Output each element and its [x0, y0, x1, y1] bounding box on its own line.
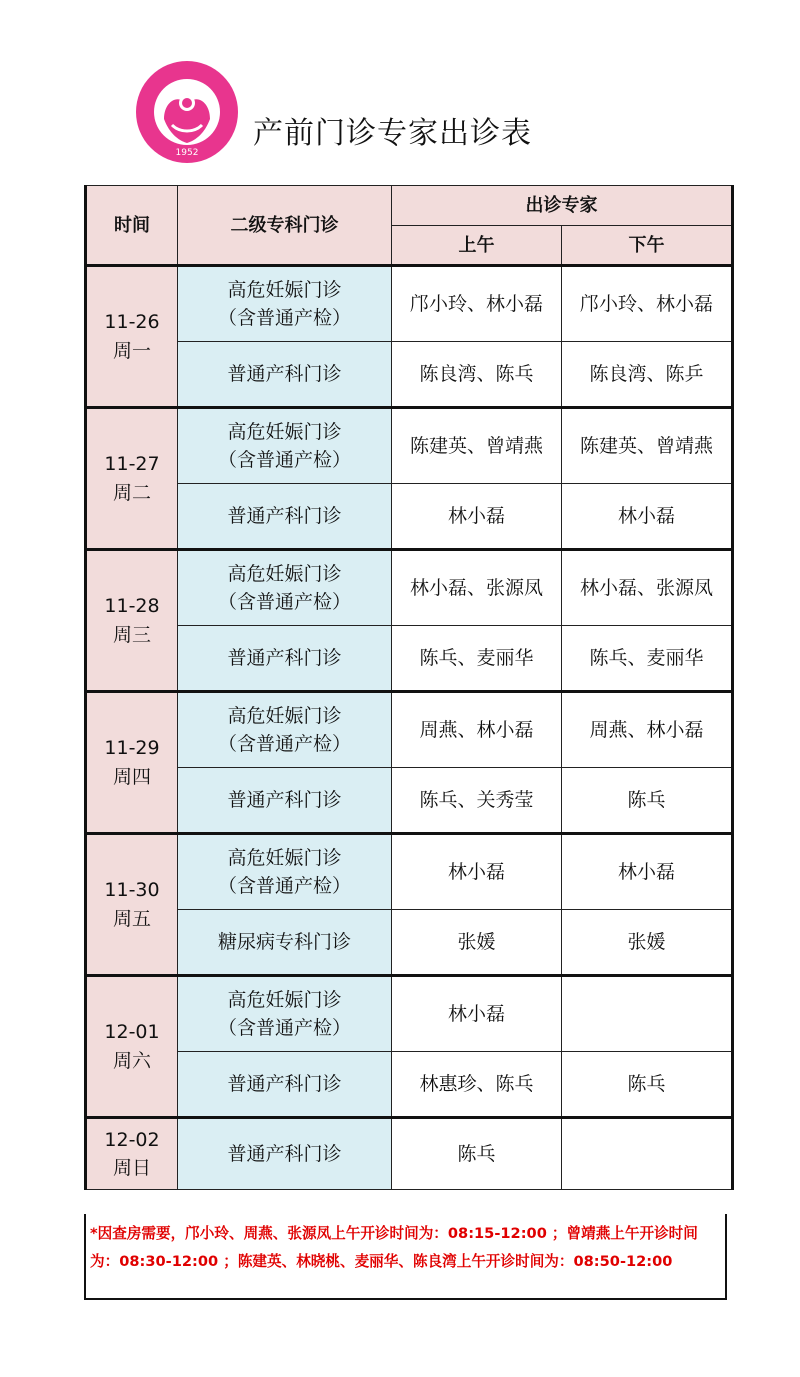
clinic-cell: 普通产科门诊 — [178, 768, 392, 834]
day-cell — [86, 408, 178, 550]
header-am: 上午 — [392, 226, 562, 266]
day-date: 11-27 — [104, 453, 160, 475]
pm-doctors: 林小磊 — [562, 484, 733, 550]
header-pm: 下午 — [562, 226, 733, 266]
clinic-cell — [178, 976, 392, 1052]
footnote: *因查房需要，邝小玲、周燕、张源凤上午开诊时间为：08:15-12:00 ；曾靖燕上午开诊时间为：08:30-12:00 ；陈建英、林晓桃、麦丽华、陈良湾上午开诊时间为：08:50-12:00 — [84, 1214, 727, 1300]
day-cell — [86, 1118, 178, 1190]
clinic-subname: （含普通产检） — [217, 875, 351, 897]
day-weekday: 周五 — [112, 907, 151, 930]
am-doctors: 林惠珍、陈乓 — [392, 1052, 562, 1118]
day-weekday: 周六 — [112, 1049, 151, 1072]
day-weekday: 周一 — [112, 339, 151, 362]
am-doctors: 张媛 — [392, 910, 562, 976]
day-weekday: 周三 — [112, 623, 151, 646]
day-date: 11-29 — [104, 737, 160, 759]
am-doctors: 林小磊 — [392, 976, 562, 1052]
am-doctors: 周燕、林小磊 — [392, 692, 562, 768]
page-title: 产前门诊专家出诊表 — [253, 116, 532, 151]
pm-doctors — [562, 1118, 733, 1190]
clinic-name: 高危妊娠门诊 — [227, 988, 342, 1011]
clinic-name: 高危妊娠门诊 — [227, 704, 342, 727]
clinic-subname: （含普通产检） — [217, 591, 351, 613]
clinic-cell: 普通产科门诊 — [178, 484, 392, 550]
header-clinic: 二级专科门诊 — [178, 186, 392, 266]
pm-doctors: 林小磊 — [562, 834, 733, 910]
day-weekday: 周四 — [112, 765, 151, 788]
clinic-cell: 糖尿病专科门诊 — [178, 910, 392, 976]
am-doctors: 陈乓、关秀莹 — [392, 768, 562, 834]
pm-doctors: 陈良湾、陈乒 — [562, 342, 733, 408]
schedule-table — [84, 185, 734, 1190]
day-date: 11-28 — [104, 595, 160, 617]
day-date: 11-30 — [104, 879, 160, 901]
am-doctors: 陈建英、曾靖燕 — [392, 408, 562, 484]
day-cell — [86, 266, 178, 408]
day-cell — [86, 976, 178, 1118]
day-cell — [86, 692, 178, 834]
am-doctors: 陈良湾、陈乓 — [392, 342, 562, 408]
clinic-subname: （含普通产检） — [217, 449, 351, 471]
clinic-subname: （含普通产检） — [217, 733, 351, 755]
day-weekday: 周日 — [112, 1157, 151, 1179]
clinic-cell — [178, 834, 392, 910]
pm-doctors: 陈建英、曾靖燕 — [562, 408, 733, 484]
clinic-cell — [178, 692, 392, 768]
day-date: 12-01 — [104, 1021, 160, 1043]
pm-doctors: 林小磊、张源凤 — [562, 550, 733, 626]
header-experts: 出诊专家 — [392, 186, 733, 226]
pm-doctors — [562, 976, 733, 1052]
clinic-name: 高危妊娠门诊 — [227, 562, 342, 585]
am-doctors: 林小磊 — [392, 834, 562, 910]
pm-doctors: 张媛 — [562, 910, 733, 976]
day-weekday: 周二 — [112, 481, 151, 504]
pm-doctors: 陈乓 — [562, 1052, 733, 1118]
hospital-logo — [134, 59, 240, 165]
clinic-cell: 普通产科门诊 — [178, 626, 392, 692]
am-doctors: 林小磊、张源凤 — [392, 550, 562, 626]
clinic-subname: （含普通产检） — [217, 1017, 351, 1039]
clinic-name: 高危妊娠门诊 — [227, 846, 342, 869]
pm-doctors: 陈乓 — [562, 768, 733, 834]
day-date: 12-02 — [104, 1128, 160, 1151]
am-doctors: 陈乓、麦丽华 — [392, 626, 562, 692]
pm-doctors: 周燕、林小磊 — [562, 692, 733, 768]
clinic-cell — [178, 408, 392, 484]
day-cell — [86, 550, 178, 692]
clinic-cell: 普通产科门诊 — [178, 342, 392, 408]
pm-doctors: 邝小玲、林小磊 — [562, 266, 733, 342]
am-doctors: 邝小玲、林小磊 — [392, 266, 562, 342]
day-cell — [86, 834, 178, 976]
clinic-name: 高危妊娠门诊 — [227, 278, 342, 301]
clinic-cell — [178, 550, 392, 626]
clinic-cell — [178, 266, 392, 342]
svg-text:1952: 1952 — [175, 148, 199, 158]
am-doctors: 陈乓 — [392, 1118, 562, 1190]
clinic-subname: （含普通产检） — [217, 307, 351, 329]
clinic-name: 高危妊娠门诊 — [227, 420, 342, 443]
day-date: 11-26 — [104, 311, 160, 333]
clinic-cell: 普通产科门诊 — [178, 1052, 392, 1118]
header-time: 时间 — [86, 186, 178, 266]
clinic-cell: 普通产科门诊 — [178, 1118, 392, 1190]
am-doctors: 林小磊 — [392, 484, 562, 550]
pm-doctors: 陈乓、麦丽华 — [562, 626, 733, 692]
